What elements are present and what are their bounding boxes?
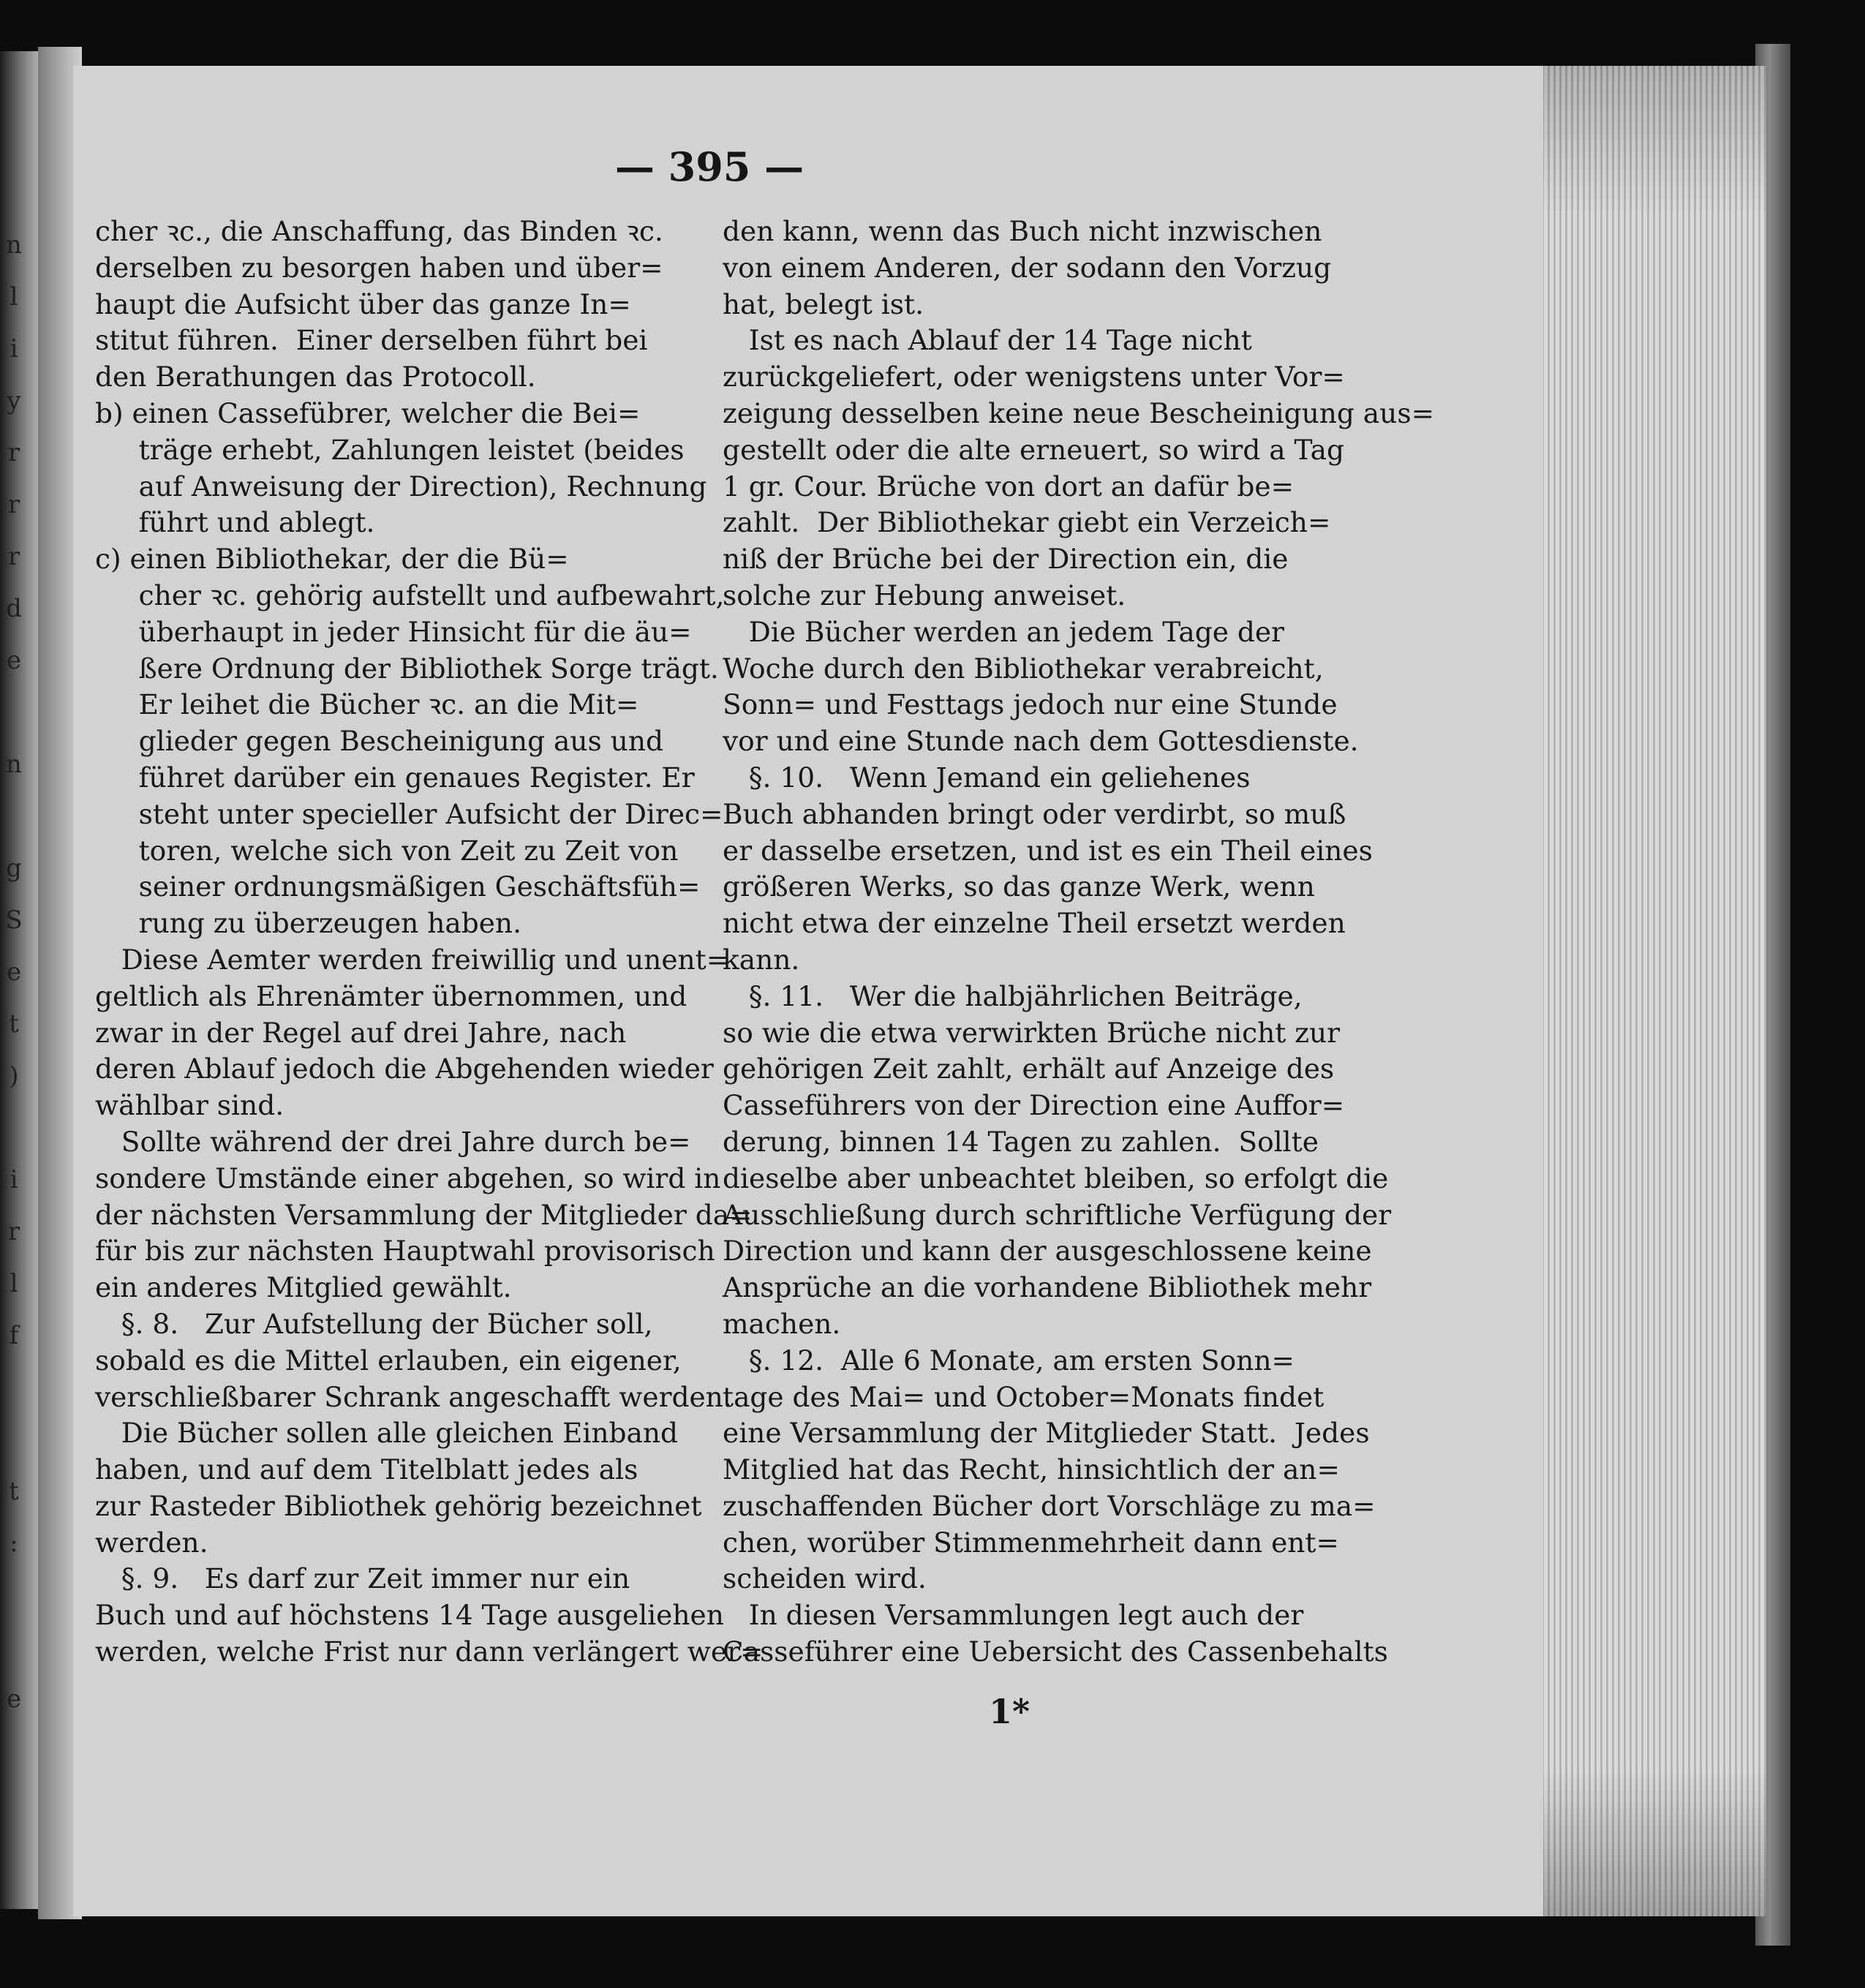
- text-line: derung, binnen 14 Tagen zu zahlen. Sollte: [723, 1125, 1319, 1158]
- text-line: zurückgeliefert, oder wenigstens unter Vor=: [723, 361, 1345, 394]
- text-line: cher ꝛc. gehörig aufstellt und aufbewahrt,: [95, 579, 725, 611]
- text-line: Buch abhanden bringt oder verdirbt, so muß: [723, 797, 1346, 830]
- text-line: so wie die etwa verwirkten Brüche nicht zur: [723, 1016, 1341, 1049]
- text-line: Er leihet die Bücher ꝛc. an die Mit=: [95, 688, 639, 721]
- text-line: In diesen Versammlungen legt auch der: [723, 1599, 1304, 1632]
- text-line: Direction und kann der ausgeschlossene keine: [723, 1235, 1372, 1268]
- text-line: §. 8. Zur Aufstellung der Bücher soll,: [95, 1307, 653, 1340]
- text-line: haben, und auf dem Titelblatt jedes als: [95, 1453, 638, 1486]
- text-line: machen.: [723, 1307, 841, 1340]
- text-line: zeigung desselben keine neue Bescheinigung aus=: [723, 396, 1434, 429]
- text-line: auf Anweisung der Direction), Rechnung: [95, 470, 707, 502]
- text-line: tage des Mai= und October=Monats findet: [723, 1380, 1325, 1413]
- text-line: Mitglied hat das Recht, hinsichtlich der an=: [723, 1453, 1340, 1486]
- text-line: Woche durch den Bibliothekar verabreicht,: [723, 652, 1324, 685]
- text-line: vor und eine Stunde nach dem Gottesdienste.: [723, 725, 1359, 758]
- text-line: Sonn= und Festtags jedoch nur eine Stunde: [723, 688, 1338, 721]
- text-line: dieselbe aber unbeachtet bleiben, so erfolgt die: [723, 1161, 1389, 1194]
- text-line: verschließbarer Schrank angeschafft werden.: [95, 1380, 732, 1413]
- text-line: werden.: [95, 1526, 208, 1559]
- text-line: derselben zu besorgen haben und über=: [95, 251, 663, 284]
- text-line: Casseführers von der Direction eine Auffor=: [723, 1089, 1345, 1122]
- text-line: c) einen Bibliothekar, der die Bü=: [95, 543, 569, 576]
- text-line: b) einen Cassefübrer, welcher die Bei=: [95, 396, 641, 429]
- printer-signature: 1*: [988, 1692, 1031, 1731]
- text-line: Ansprüche an die vorhandene Bibliothek mehr: [723, 1271, 1372, 1304]
- text-line: sobald es die Mittel erlauben, ein eigener,: [95, 1344, 682, 1377]
- text-line: den Berathungen das Protocoll.: [95, 361, 536, 394]
- text-line: gestellt oder die alte erneuert, so wird a Tag: [723, 433, 1345, 466]
- text-line: Ist es nach Ablauf der 14 Tage nicht: [723, 324, 1252, 357]
- text-line: steht unter specieller Aufsicht der Direc=: [95, 797, 723, 830]
- text-line: er dasselbe ersetzen, und ist es ein Theil eines: [723, 834, 1373, 867]
- text-line: hat, belegt ist.: [723, 287, 924, 320]
- text-line: deren Ablauf jedoch die Abgehenden wieder: [95, 1053, 714, 1085]
- right-text-column: [723, 214, 1434, 1671]
- text-line: gehörigen Zeit zahlt, erhält auf Anzeige des: [723, 1053, 1335, 1085]
- text-line: toren, welche sich von Zeit zu Zeit von: [95, 834, 679, 867]
- text-line: Ausschließung durch schriftliche Verfügung der: [723, 1198, 1392, 1231]
- page-number: — 395 —: [614, 143, 805, 190]
- text-line: werden, welche Frist nur dann verlängert wer=: [95, 1635, 764, 1668]
- text-line: geltlich als Ehrenämter übernommen, und: [95, 979, 687, 1012]
- text-line: träge erhebt, Zahlungen leistet (beides: [95, 433, 685, 466]
- text-line: haupt die Aufsicht über das ganze In=: [95, 287, 631, 320]
- text-line: ßere Ordnung der Bibliothek Sorge trägt.: [95, 652, 719, 685]
- fore-edge-shadow: [1540, 66, 1766, 1916]
- text-line: Sollte während der drei Jahre durch be=: [95, 1125, 691, 1158]
- text-line: führet darüber ein genaues Register. Er: [95, 761, 695, 794]
- text-line: Casseführer eine Uebersicht des Cassenbehalts: [723, 1635, 1388, 1668]
- text-line: den kann, wenn das Buch nicht inzwischen: [723, 215, 1322, 247]
- text-line: §. 11. Wer die halbjährlichen Beiträge,: [723, 979, 1303, 1012]
- text-line: glieder gegen Bescheinigung aus und: [95, 725, 663, 758]
- text-line: von einem Anderen, der sodann den Vorzug: [723, 251, 1332, 284]
- text-line: nicht etwa der einzelne Theil ersetzt werden: [723, 907, 1346, 940]
- text-line: zuschaffenden Bücher dort Vorschläge zu ma=: [723, 1489, 1376, 1522]
- text-line: §. 12. Alle 6 Monate, am ersten Sonn=: [723, 1344, 1295, 1377]
- text-line: der nächsten Versammlung der Mitglieder da=: [95, 1198, 753, 1231]
- previous-page-edge: [0, 51, 42, 1909]
- text-line: zur Rasteder Bibliothek gehörig bezeichnet: [95, 1489, 702, 1522]
- text-line: Die Bücher werden an jedem Tage der: [723, 615, 1284, 648]
- text-line: für bis zur nächsten Hauptwahl provisorisch: [95, 1235, 715, 1268]
- text-line: chen, worüber Stimmenmehrheit dann ent=: [723, 1526, 1339, 1559]
- text-line: kann.: [723, 943, 800, 976]
- text-line: Die Bücher sollen alle gleichen Einband: [95, 1417, 679, 1450]
- text-line: größeren Werks, so das ganze Werk, wenn: [723, 870, 1315, 903]
- previous-page-edge-text: n l i y r r r d e n g S e t ) i r l f t : e: [5, 230, 23, 1714]
- text-line: §. 10. Wenn Jemand ein geliehenes: [723, 761, 1251, 794]
- text-line: scheiden wird.: [723, 1562, 927, 1595]
- text-line: wählbar sind.: [95, 1089, 285, 1122]
- text-line: Diese Aemter werden freiwillig und unent=: [95, 943, 730, 976]
- text-line: Buch und auf höchstens 14 Tage ausgeliehen: [95, 1599, 724, 1632]
- text-line: seiner ordnungsmäßigen Geschäftsfüh=: [95, 870, 701, 903]
- text-line: 1 gr. Cour. Brüche von dort an dafür be=: [723, 470, 1295, 502]
- text-line: ein anderes Mitglied gewählt.: [95, 1271, 512, 1304]
- text-line: zahlt. Der Bibliothekar giebt ein Verzeich=: [723, 506, 1331, 539]
- text-line: solche zur Hebung anweiset.: [723, 579, 1126, 611]
- text-line: rung zu überzeugen haben.: [95, 907, 522, 940]
- text-line: niß der Brüche bei der Direction ein, die: [723, 543, 1289, 576]
- text-line: überhaupt in jeder Hinsicht für die äu=: [95, 615, 692, 648]
- text-line: cher ꝛc., die Anschaffung, das Binden ꝛc.: [95, 215, 663, 247]
- text-line: stitut führen. Einer derselben führt bei: [95, 324, 648, 357]
- text-line: führt und ablegt.: [95, 506, 375, 539]
- text-line: §. 9. Es darf zur Zeit immer nur ein: [95, 1562, 630, 1595]
- text-line: eine Versammlung der Mitglieder Statt. Jedes: [723, 1417, 1370, 1450]
- text-line: sondere Umstände einer abgehen, so wird in: [95, 1161, 721, 1194]
- text-line: zwar in der Regel auf drei Jahre, nach: [95, 1016, 627, 1049]
